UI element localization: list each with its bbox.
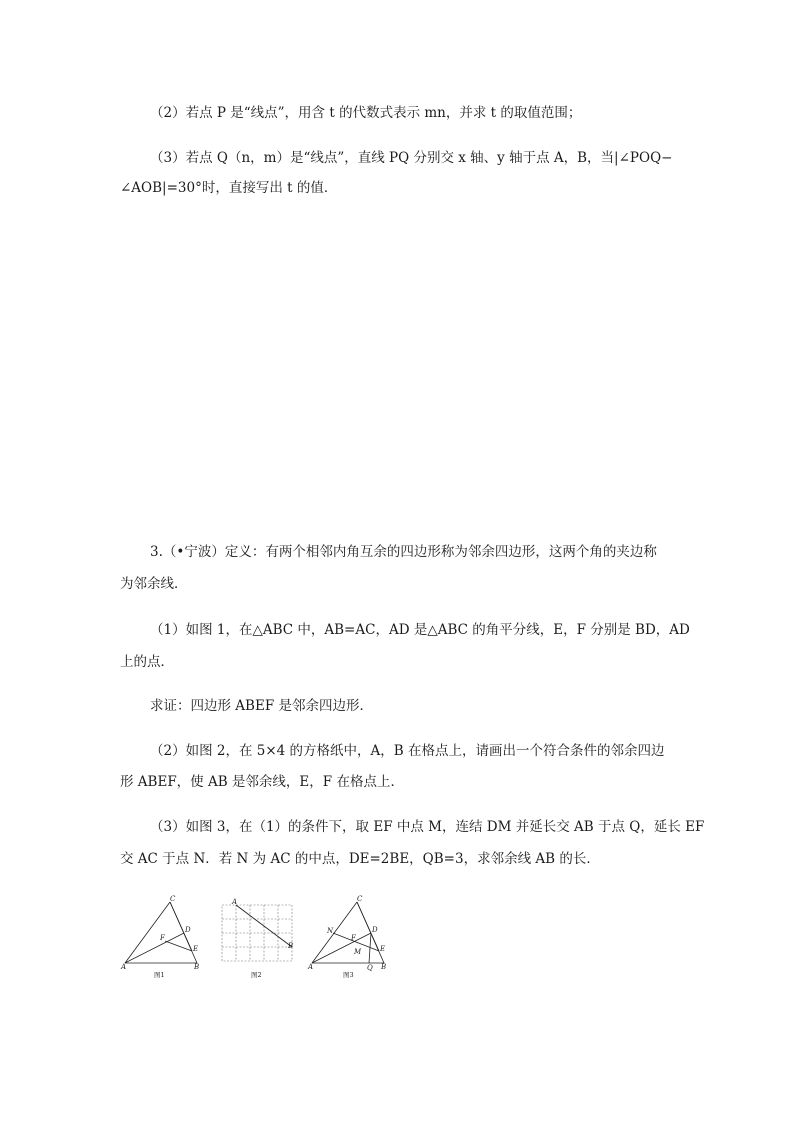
figure-2 — [218, 895, 296, 981]
fig1-label-e: E — [193, 945, 199, 953]
p2-line1: （2）若点 P 是“线点”，用含 t 的代数式表示 mn，并求 t 的取值范围； — [150, 105, 582, 121]
fig3-label-c: C — [357, 895, 363, 903]
fig3-caption: 图3 — [343, 971, 354, 979]
fig3-label-n: N — [327, 927, 334, 935]
q3-line1: 3.（•宁波）定义：有两个相邻内角互余的四边形称为邻余四边形，这两个角的夹边称 — [150, 544, 657, 560]
fig1-label-c: C — [170, 895, 176, 903]
q3-part3-line1: （3）如图 3，在（1）的条件下，取 EF 中点 M，连结 DM 并延长交 AB 于点 Q，延长 EF — [150, 819, 705, 835]
fig2-caption: 图2 — [251, 971, 262, 979]
fig1-label-a: A — [121, 963, 127, 971]
fig2-label-a: A — [232, 898, 238, 906]
q3-prove: 求证：四边形 ABEF 是邻余四边形． — [150, 698, 373, 714]
fig1-label-d: D — [185, 926, 191, 934]
fig3-label-m: M — [354, 948, 362, 956]
q3-part1-line2: 上的点． — [120, 654, 174, 670]
p3-line1: （3）若点 Q（n，m）是“线点”，直线 PQ 分别交 x 轴、y 轴于点 A，B，当|∠POQ− — [150, 150, 673, 166]
q3-part2-line2: 形 ABEF，使 AB 是邻余线，E，F 在格点上． — [120, 774, 404, 790]
fig3-label-q: Q — [367, 964, 373, 972]
fig3-label-b: B — [381, 963, 387, 971]
fig3-label-e: E — [380, 945, 386, 953]
fig3-label-f: F — [351, 934, 356, 942]
figure-1 — [120, 893, 210, 981]
figure-3 — [307, 893, 397, 981]
p3-line2: ∠AOB|=30°时，直接写出 t 的值． — [120, 180, 338, 196]
fig1-label-b: B — [194, 963, 200, 971]
fig1-label-f: F — [160, 934, 165, 942]
q3-part2-line1: （2）如图 2，在 5×4 的方格纸中，A，B 在格点上，请画出一个符合条件的邻余四边 — [150, 743, 665, 759]
q3-part3-line2: 交 AC 于点 N．若 N 为 AC 的中点，DE=2BE，QB=3，求邻余线 AB 的长． — [120, 851, 600, 867]
q3-line2: 为邻余线． — [120, 576, 188, 592]
q3-part1-line1: （1）如图 1，在△ABC 中，AB=AC，AD 是△ABC 的角平分线，E，F 分别是 BD，AD — [150, 622, 690, 638]
fig3-label-a: A — [308, 963, 314, 971]
fig2-label-b: B — [288, 942, 294, 950]
fig1-caption: 图1 — [154, 971, 165, 979]
fig3-label-d: D — [372, 926, 378, 934]
